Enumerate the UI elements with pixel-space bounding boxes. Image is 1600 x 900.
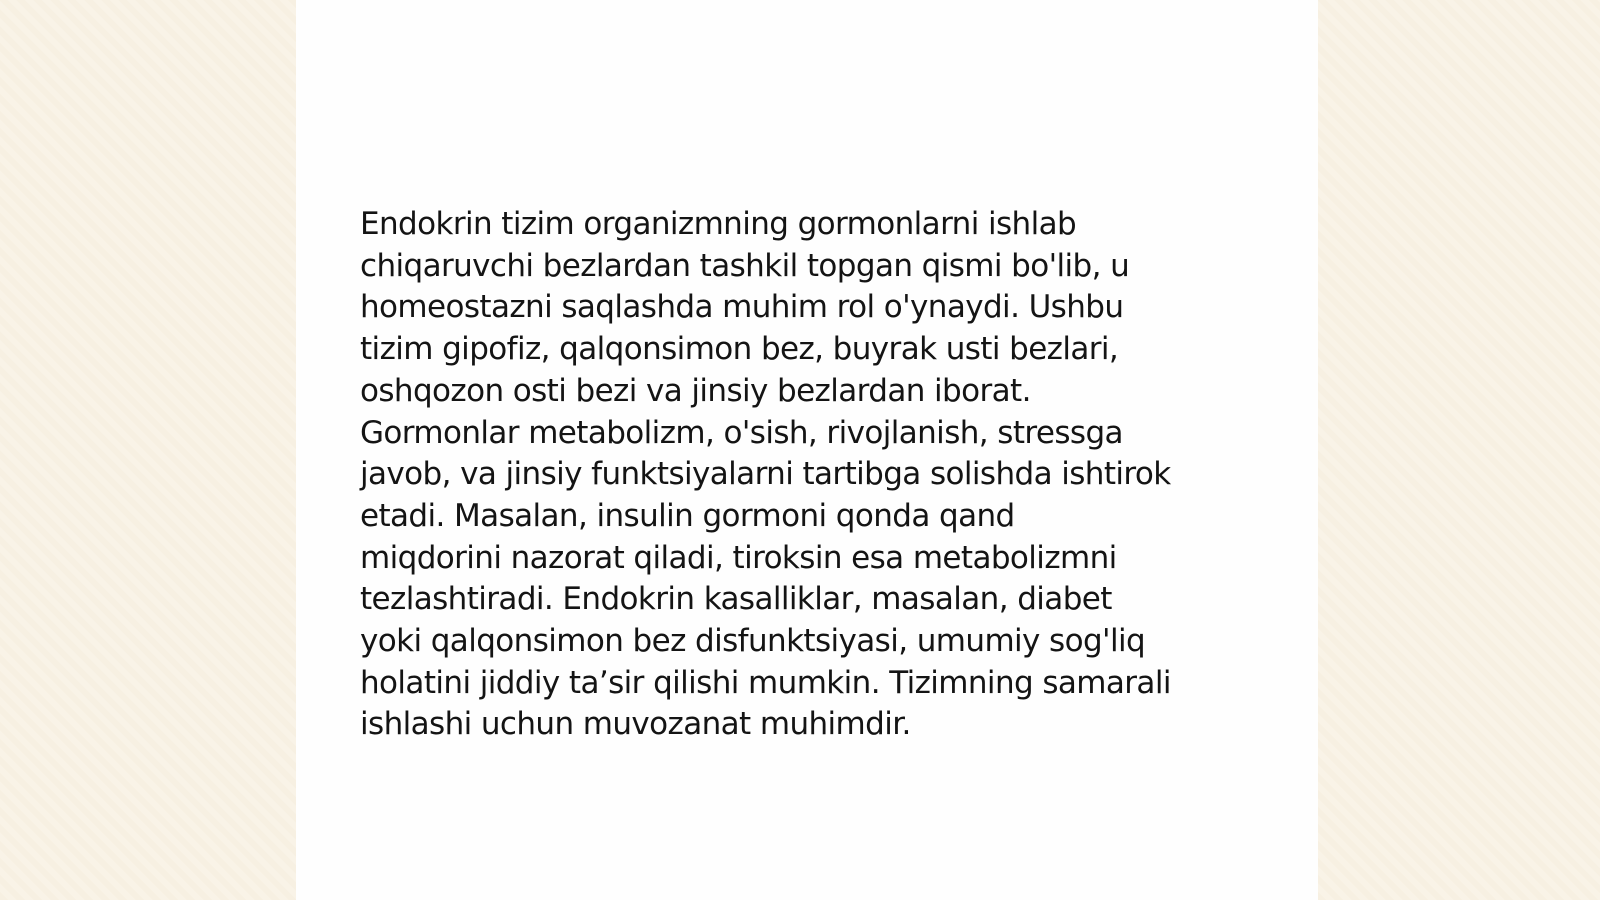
slide-body-text: Endokrin tizim organizmning gormonlarni ishlab chiqaruvchi bezlardan tashkil topgan qismi bo'lib, u homeostazni saqlashda muhim rol o'ynaydi. Ushbu tizim gipofiz, qalqonsimon bez, buyrak usti bezlari, oshqozon osti bezi va jinsiy bezlardan iborat. Gormonlar metabolizm, o'sish, rivojlanish, stressga javob, va jinsiy funktsiyalarni tartibga solishda ishtirok etadi. Masalan, insulin gormoni qonda qand miqdorini nazorat qiladi, tiroksin esa metabolizmni tezlashtiradi. Endokrin kasalliklar, masalan, diabet yoki qalqonsimon bez disfunktsiyasi, umumiy sog'liq holatini jiddiy ta’sir qilishi mumkin. Tizimning samarali ishlashi uchun muvozanat muhimdir. [360,206,1171,743]
background-left-panel [0,0,296,900]
slide-page [296,0,1318,900]
background-right-panel [1318,0,1600,900]
